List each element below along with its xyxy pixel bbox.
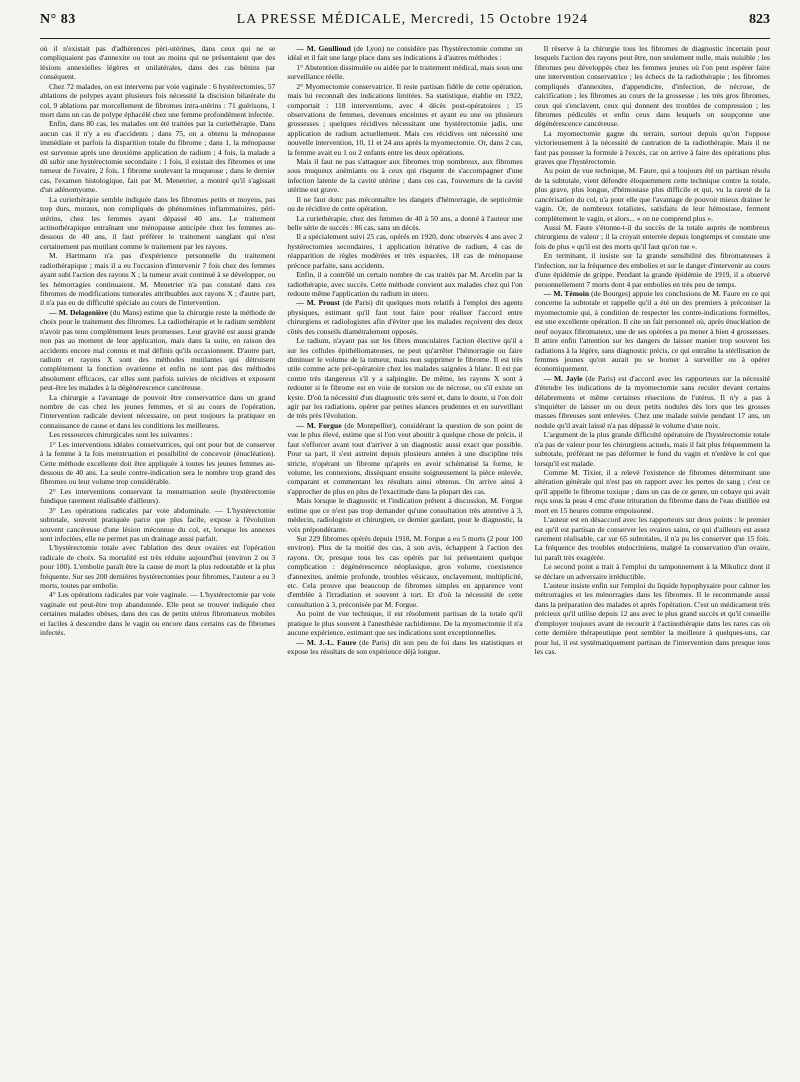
paragraph-text: 2° Les interventions conservant la menstruation seule (hystérectomie fundique rarement réalisable d'ailleurs). xyxy=(40,486,276,506)
paragraph xyxy=(287,157,522,195)
paragraph xyxy=(40,119,275,194)
paragraph-text: Il réserve à la chirurgie tous les fibromes de diagnostic incertain pour lesquels l'action des rayons peut être, non seulement nulle, mais nuisible ; les fibromes peu développés chez les femmes jeunes où l'on peut espérer faire une intervention conservatrice ; les échecs de la radiothérapie ; les fibromes compliqués d'annexites, d'appendicite, d'infection, de nécrose, de calcification ; les fibromes au cours de la grossesse ; les très gros fibromes, ceux qui s'enclavent, ceux qui donnent des troubles de compression ; les fibromes pédiculés et enfin ceux dans lesquels on soupçonne une dégénérescence cancéreuse. xyxy=(534,44,770,129)
paragraph-text: M. Hartmann n'a pas d'expérience personnelle du traitement radiothérapique ; mais il a eu l'occasion d'intervenir 7 fois chez des femmes ayant subi l'action des rayons X ; la tumeur avait continué à se développer, ou les hémorragies continuaient. M. Menetrier n'a pas constaté dans ces fibromes de modifications tumorales attribuables aux rayons X ; d'autre part, il n'a pas eu de difficulté spéciale au cours de l'intervention. xyxy=(40,251,276,308)
paragraph-text: (de Bourges) appuie les conclusions de M. Faure en ce qui concerne la subtotale et rappelle qu'il a été un des premiers à préconiser la myomectomie qui, à condition de respecter les contre-indications formelles, est une excellente opération. Il cite un fait personnel où, après énucléation de neuf noyaux fibromateux, une de ses opérées a pu mener à bien 4 grossesses. Il attire enfin l'attention sur les dangers de laisser manier trop souvent les radiations à la légère, sans diagnostic précis, ce qui entraîne la stérilisation de femmes jeunes qu'on aurait pu se borner à surveiller ou à opérer économiquement. xyxy=(534,288,770,374)
paragraph xyxy=(40,487,275,506)
paragraph-text: La curiethérapie semble indiquée dans les fibromes petits et moyens, pas trop durs, muraux, non compliqués de phénomènes inflammatoires, péri-utérins, chez les femmes ayant dépassé 40 ans. Le traitement actinothérapique entraînant une ménopause anticipée chez les femmes au-dessous de 40 ans, il faut préférer le traitement sanglant qui n'est certainement pas mutilant comme le traitement par les rayons. xyxy=(40,194,276,251)
paragraph-text: Les ressources chirurgicales sont les suivantes : xyxy=(49,430,193,440)
paragraph-text: Il a spécialement suivi 25 cas, opérés en 1920, donc observés 4 ans avec 2 hystérectomies secondaires, 1 application itérative de radium, 4 cas de réapparition de règles modérées et très espacées, 18 cas de ménopause précoce parfaite, sans accidents. xyxy=(287,232,523,270)
paragraph-text: Enfin, il a contrôlé un certain nombre de cas traités par M. Arcelin par la radiothérapie, avec succès. Cette méthode convient aux malades chez qui l'on redoute même l'application du radium in utero. xyxy=(287,270,523,298)
paragraph-text: (de Paris) dit son peu de foi dans les statistiques et expose les résultats de son expérience déjà longue. xyxy=(287,637,523,656)
paragraph xyxy=(287,195,522,214)
column-right xyxy=(535,44,770,1078)
paragraph-text: L'auteur est en désaccord avec les rapporteurs sur deux points : le premier est qu'il est partisan de conserver les ovaires sains, ce qui d'ailleurs est assez rarement réalisable, car sur 65 subtotales, il n'a pu les conserver que 15 fois. La fréquence des troubles endocriniens, malgré la conservation d'un ovaire, lui paraît très exagérée. xyxy=(534,515,770,562)
paragraph-text: (de Montpellier), considérant la question de son point de vue le plus élevé, estime que si l'on veut aboutir à quelque chose de précis, il faut s'efforcer avant tout d'arriver à un diagnostic aussi exact que possible. Pour sa part, il s'est astreint depuis plusieurs années à une discipline très stricte, n'opérant un fibrome qu'après en avoir schématisé la forme, le volume, les connexions, dissèquant ensuite soigneusement la pièce enlevée, comparant et commentant les résultats ainsi obtenus. On arrive ainsi à s'approcher de plus en plus de l'exactitude dans la plupart des cas. xyxy=(287,420,523,496)
journal-title: LA PRESSE MÉDICALE, Mercredi, 15 Octobre 1924 xyxy=(236,12,589,27)
paragraph xyxy=(287,496,522,534)
paragraph xyxy=(40,543,275,590)
paragraph-text: L'hystérectomie totale avec l'ablation des deux ovaires est l'opération radicale de choix. Sa mortalité est très réduite aujourd'hui (environ 2 ou 3 pour 100). L'embolie paraît être la cause de mort la plus redoutable et la plus fréquente. Sur ses 200 dernières hystérectomies pour fibromes, l'auteur a eu 3 morts, toutes par embolie. xyxy=(40,543,276,591)
paragraph xyxy=(535,468,770,515)
paragraph-text: Le radium, n'ayant pas sur les fibres musculaires l'action élective qu'il a sur les cellules épithéliomateuses, ne peut qu'arrêter l'hémorragie ou faire diminuer le volume de la tumeur, mais non supprimer le fibrome. Il est très utile comme acte pré-opératoire chez les malades saignées à blanc. Il est par contre très dangereux s'il y a salpingite. De même, les rayons X sont à redouter si le fibrome est en voie de torsion ou de nécrose, ou s'il existe un kyste. D'où la nécessité d'un diagnostic très serré et, dans le doute, si l'on doit agir par les radiations, opérer par petites séances prudentes et en surveillant de très près l'évolution. xyxy=(287,336,523,421)
paragraph xyxy=(287,270,522,298)
paragraph-text: 4° Les opérations radicales par voie vaginale. — L'hystérectomie par voie vaginale est peut-être trop abandonnée. Elle peut se trouver indiquée chez certaines malades obèses, dans des cas de petits utérus fibromateux mobiles et faciles à descendre dans le vagin ou encore dans certains cas de fibromes infectés. xyxy=(40,590,276,638)
paragraph xyxy=(40,44,275,82)
paragraph xyxy=(535,581,770,656)
paragraph xyxy=(535,166,770,223)
paragraph xyxy=(287,609,522,637)
paragraph-text: Enfin, dans 80 cas, les malades ont été traitées par la curiethérapie. Dans aucun cas il n'y a eu d'accidents ; dans 75, on a obtenu la ménopause immédiate et parfois la disparition totale du fibrome ; dans 1, la ménopause est survenue après une deuxième application de radium ; 4 fois, la malade a dû subir une hystérectomie secondaire : 1 fois, il existait des fibromes et une tumeur de l'ovaire, 2 fois, 1 fibrome soulevant la muqueuse ; dans le dernier cas, l'examen histologique, fait par M. Menetrier, a montré qu'il s'agissait d'un adénomyome. xyxy=(40,119,276,195)
paragraph xyxy=(287,82,522,157)
paragraph-text: (de Paris) est d'accord avec les rapporteurs sur la nécessité d'étendre les indications de la myomectomie sans reculer devant certains délabrements et même certaines résections de l'utérus. Il n'y a pas à s'inquiéter de laisser un ou deux petits nodules dès lors que les grosses masses fibreuses sont enlevées. Chez une malade suivie pendant 17 ans, un nodule qu'il avait laissé n'a pas dépassé le volume d'une noix. xyxy=(534,373,770,430)
paragraph-text: Comme M. Tixier, il a relevé l'existence de fibromes déterminant une altération générale qui n'est pas en rapport avec les pertes de sang ; c'est ce qu'il appelle le fibrome toxique ; dans un cas de ce genre, un cobaye qui avait reçu sous la peau 4 cmc d'une trituration du fibrome dans de l'eau distillée est mort en 15 heures comme empoisonné. xyxy=(534,467,770,515)
issue-number: N° 83 xyxy=(40,12,76,27)
paragraph xyxy=(535,430,770,468)
paragraph-text: L'argument de la plus grande difficulté opératoire de l'hystérectomie totale n'a pas de valeur pour les chirurgiens actuels, mais il fait plus fréquemment la subtotale, préférant ne pas déformer le fond du vagin et n'enlève le col que lorsqu'il est malade. xyxy=(534,430,770,468)
paragraph-text: où il n'existait pas d'adhérences péri-utérines, dans ceux qui ne se compliquaient pas d'annexite ou tout au moins qui ne présentaient que des lésions annexielles légères et unilatérales, dans des cas bénins par conséquent. xyxy=(40,44,276,82)
paragraph xyxy=(40,430,275,439)
paragraph xyxy=(287,298,522,336)
paragraph xyxy=(40,590,275,637)
paragraph xyxy=(535,223,770,251)
paragraph-text: Aussi M. Faure s'étonne-t-il du succès de la totale auprès de nombreux chirurgiens de valeur ; il la croyait enterrée depuis longtemps et constate une fois de plus « qu'il est des morts qu'il faut qu'on tue ». xyxy=(534,223,770,251)
paragraph xyxy=(40,308,275,393)
paragraph xyxy=(535,289,770,374)
paragraph xyxy=(40,195,275,252)
speaker-name: — M. Delagenière xyxy=(49,307,108,317)
paragraph-text: Mais il faut ne pas s'attaquer aux fibromes trop nombreux, aux fibromes sous muqueux anémiants ou à ceux qui risquent de s'accompagner d'une infection latente de la cavité utérine ; dans ces cas, l'ouverture de la cavité utérine est grave. xyxy=(287,157,523,195)
paragraph-text: En terminant, il insiste sur la grande sensibilité des fibromateuses à l'infection, sur la fréquence des embolies et sur le danger d'intervenir au cours d'une épidémie de grippe. Pendant la grande épidémie de 1919, il a observé personnellement 7 morts dont 4 par embolies en très peu de temps. xyxy=(534,251,770,289)
paragraph-text: 2° Myomectomie conservatrice. Il reste partisan fidèle de cette opération, mais lui reconnaît des indications limitées. Sa statistique, établie en 1922, comportait : 118 interventions, avec 4 décès post-opératoires ; 15 observations de femmes, devenues enceintes et ayant eu une ou plusieurs grossesses ; quelques récidives nécessitant une hystérectomie jadis, une application de radium actuellement. Mais ces récidives ont nécessité une nouvelle intervention, 10, 11 et 24 ans après la myomectomie. Or, dans 2 cas, la femme avait eu 1 ou 2 enfants entre les deux opérations. xyxy=(287,81,523,157)
paragraph xyxy=(287,421,522,496)
paragraph xyxy=(40,440,275,487)
paragraph xyxy=(287,534,522,609)
paragraph-text: Chez 72 malades, on est intervenu par voie vaginale : 6 hystérectomies, 57 ablations de polypes ayant plusieurs fois nécessité la discision bilatérale du col, 9 ablations par morcellement de fibromes intra-utérins : 71 guérisons, 1 mort dans un cas de polype éphacélé chez une femme profondément infectée. xyxy=(40,81,276,119)
paragraph xyxy=(535,515,770,562)
paragraph xyxy=(535,44,770,129)
paragraph-text: L'auteur insiste enfin sur l'emploi du liquide hypophysaire pour calmer les métrorragies et les ménorragies dans les fibromes. Il le recommande aussi dans la préparation des malades et après l'opération. C'est un médicament très précieux qu'il utilise depuis 12 ans avec le plus grand succès et qu'il conseille d'employer toujours avant de recourir à l'actinothérapie dans les rares cas où cette dernière thérapeutique peut sembler la meilleure à quelques-uns, car pour lui, il est systématiquement partisan de l'intervention dans presque tous les cas. xyxy=(534,581,770,656)
paragraph-text: 1° Les interventions idéales conservatrices, qui ont pour but de conserver à la femme à la fois menstruation et possibilité de concevoir (énucléation). Cette méthode excellente doit être appliquée à toutes les jeunes femmes au-dessous de 40 ans. La seule contre-indication sera le nombre trop grand des fibromes ou leur volume trop considérable. xyxy=(40,439,276,487)
paragraph xyxy=(287,232,522,270)
speaker-name: — M. Forgue xyxy=(296,420,342,430)
speaker-name: — M. Témoin xyxy=(543,288,590,298)
paragraph xyxy=(287,44,522,63)
paragraph xyxy=(40,506,275,544)
column-left xyxy=(40,44,275,1078)
article-columns xyxy=(40,44,770,1078)
paragraph-text: 1° Abstention dissimulée ou aidée par le traitement médical, mais sous une surveillance réelle. xyxy=(287,62,523,82)
column-middle xyxy=(287,44,522,1078)
paragraph-text: (de Paris) dit quelques mots relatifs à l'emploi des agents physiques, estimant qu'il faut tout faire pour réaliser l'accord entre chirurgiens et radiologistes afin d'éviter que les malades reçoivent des deux côtés des conseils diamétralement opposés. xyxy=(287,298,523,336)
paragraph-text: La myomectomie gagne du terrain, surtout depuis qu'on l'oppose victorieusement à la nécessité de castration de la radiothérapie. Mais il ne faut pas pousser la formule à l'excès, car on arrive à faire des opérations plus graves que l'hystérectomie. xyxy=(534,128,770,167)
paragraph-text: La curiethérapie, chez des femmes de 40 à 50 ans, a donné à l'auteur une belle série de succès : 86 cas, sans un décès. xyxy=(287,213,523,233)
paragraph-text: Le second point a trait à l'emploi du tamponnement à la Mikulicz dont il se déclare un adversaire irréductible. xyxy=(534,562,770,581)
speaker-name: — M. Goullioud xyxy=(296,44,351,53)
paragraph xyxy=(287,63,522,82)
paragraph xyxy=(535,562,770,581)
paragraph-text: Au point de vue technique, M. Faure, qui a toujours été un partisan résolu de la subtotale, vient défendre éloquemment cette technique contre la totale, plus grave, plus longue, d'hémostase plus difficile et qui, vu la rareté de la cancérisation du col, n'a pour elle que l'avantage de pouvoir mieux drainer le vagin. Or, de nombreux totalistes, satisfaits de leur hémostase, ferment complètement le vagin, et alors... « on ne comprend plus ». xyxy=(534,166,770,223)
paragraph xyxy=(40,251,275,308)
paragraph xyxy=(535,129,770,167)
paragraph xyxy=(287,214,522,233)
paragraph xyxy=(287,336,522,421)
paragraph xyxy=(535,374,770,431)
page-number: 823 xyxy=(748,12,770,27)
page-header xyxy=(40,12,770,38)
paragraph xyxy=(40,393,275,431)
header-rule xyxy=(40,38,770,39)
speaker-name: — M. Proust xyxy=(296,298,340,308)
paragraph-text: (de Lyon) ne considère pas l'hystérectomie comme un idéal et il fait une large place dans ses indications à d'autres méthodes : xyxy=(287,44,523,63)
speaker-name: — M. J.-L. Faure xyxy=(296,637,357,647)
paragraph-text: Au point de vue technique, il est résolument partisan de la totale qu'il pratique le plus souvent à l'anesthésie rachidienne. De la myomectomie il n'a aucune expérience, estimant que ses indications sont exceptionnelles. xyxy=(287,609,523,638)
paragraph-text: La chirurgie a l'avantage de pouvoir être conservatrice dans un grand nombre de cas chez les jeunes femmes, et si au cours de l'opération, l'intervention radicale devient nécessaire, on peut toujours la pratiquer en connaissance de cause et dans les conditions les meilleures. xyxy=(40,392,276,430)
paragraph xyxy=(535,251,770,289)
paragraph-text: 3° Les opérations radicales par voie abdominale. — L'hystérectomie subtotale, souvent pratiquée parce que plus facile, expose à l'évolution souvent cancéreuse d'une lésion méconnue du col, et, lorsque les annexes sont infectées, elle ne permet pas un drainage aussi parfait. xyxy=(40,505,276,543)
paragraph-text: Mais lorsque le diagnostic et l'indication prêtent à discussion, M. Forgue estime que ce n'est pas trop demander qu'une consultation très attentive à 3, médecin, radiologiste et chirurgien, ce dernier gardant, pour le diagnostic, la voix prépondérante. xyxy=(287,496,523,534)
paragraph-text: (du Mans) estime que la chirurgie reste la méthode de choix pour le traitement des fibromes. La radiothérapie et le radium semblent n'avoir pas tenu complètement leurs promesses. Leur gravité est aussi grande non pas au moment de leur application, mais dans la suite, en raison des accidents encore mal connus et mal définis qu'ils occasionnent. D'autre part, radium et rayons X sont des méthodes mutilantes qui détruisent complètement la fonction ovarienne et enfin ne sont pas des méthodes absolument efficaces, car elles sont parfois suivies de récidives et exposent peut-être les malades à la dégénérescence cancéreuse. xyxy=(40,307,276,393)
paragraph xyxy=(287,638,522,657)
paragraph-text: Il ne faut donc pas méconnaître les dangers d'hémorragie, de septicémie ou de récidive de cette opération. xyxy=(287,194,523,214)
speaker-name: — M. Jayle xyxy=(543,373,583,383)
paragraph-text: Sur 229 fibromes opérés depuis 1918, M. Forgue a eu 5 morts (2 pour 100 environ). Plus de la moitié des cas, à son avis, échappent à l'action des rayons. Or, presque tous les cas opérés par lui présentaient quelque complication : dégénérescence néoplasique, gros volume, coexistence d'annexites, anémie profonde, troubles vésicaux, enclavement, multiplicité, etc. Cela prouve que beaucoup de fibromes simples en apparence vont d'emblée à l'irradiation et souvent à tort. Et d'où la nécessité de cette consultation à 3, préconisée par M. Forgue. xyxy=(287,533,523,609)
paragraph xyxy=(40,82,275,120)
